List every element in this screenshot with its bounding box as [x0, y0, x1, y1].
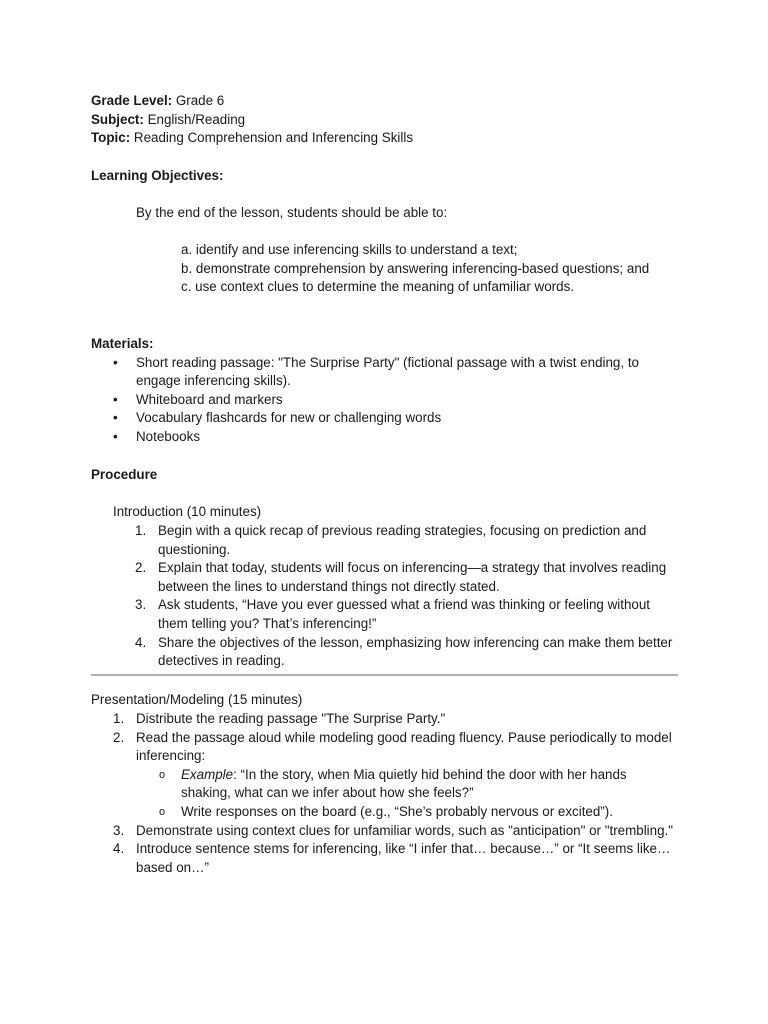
bullet-icon: •	[113, 391, 118, 407]
materials-item-text: Vocabulary flashcards for new or challenging words	[136, 410, 442, 426]
list-item	[91, 822, 678, 841]
example-text: : “In the story, when Mia quietly hid behind the door with her hands shaking, what can we infer about how she feels?”	[181, 766, 627, 801]
bullet-icon: •	[113, 428, 118, 444]
list-item	[113, 559, 678, 596]
step-text: Explain that today, students will focus on inferencing—a strategy that involves reading between the lines to understand things not directly stated.	[158, 560, 667, 594]
objectives-heading	[91, 167, 688, 186]
sub-list-item	[136, 803, 678, 822]
introduction-title: Introduction (10 minutes)	[113, 504, 262, 519]
circle-bullet-icon: o	[159, 805, 166, 818]
topic-line	[91, 129, 688, 148]
objective-item: c. use context clues to determine the meaning of unfamiliar words.	[181, 279, 574, 295]
step-number: 4.	[113, 841, 125, 857]
circle-bullet-icon: o	[159, 768, 166, 781]
materials-section	[91, 335, 691, 447]
materials-item-text: Notebooks	[136, 428, 201, 444]
step-text: Read the passage aloud while modeling good reading fluency. Pause periodically to model inferencing:	[136, 729, 672, 764]
lesson-header	[91, 92, 688, 148]
grade-level-value: Grade 6	[175, 93, 225, 108]
materials-item	[91, 391, 691, 410]
subject-label: Subject:	[91, 111, 144, 127]
step-text: Demonstrate using context clues for unfamiliar words, such as "anticipation" or "trembling."	[136, 822, 674, 838]
subject-value: English/Reading	[147, 111, 246, 127]
list-item	[113, 634, 678, 671]
step-text: Introduce sentence stems for inferencing, like “I infer that… because…” or “It seems like… based on…”	[136, 841, 671, 875]
materials-item	[91, 409, 691, 428]
step-text: Ask students, “Have you ever guessed what a friend was thinking or feeling without them telling you? That’s inferencing!”	[158, 597, 651, 631]
materials-item-text: Whiteboard and markers	[136, 391, 283, 407]
presentation-steps	[91, 710, 678, 877]
grade-level-line	[91, 92, 688, 111]
list-item	[91, 840, 678, 877]
materials-item	[91, 354, 691, 391]
list-item	[113, 596, 678, 633]
list-item	[91, 710, 678, 729]
procedure-heading-text: Procedure	[91, 467, 158, 482]
objective-item: b. demonstrate comprehension by answering inferencing-based questions; and	[181, 260, 650, 276]
list-item	[91, 729, 678, 766]
step-number: 2.	[113, 729, 125, 745]
topic-label: Topic:	[91, 130, 131, 146]
introduction-steps	[113, 522, 678, 671]
step-number: 4.	[135, 634, 147, 650]
sub-item-text: Write responses on the board (e.g., “She’s probably nervous or excited”).	[181, 803, 613, 819]
step-number: 3.	[113, 822, 125, 838]
materials-item	[91, 428, 691, 447]
step-number: 1.	[113, 711, 125, 726]
objective-item: a. identify and use inferencing skills to understand a text;	[181, 242, 518, 257]
step-number: 3.	[135, 597, 147, 613]
procedure-heading	[91, 466, 688, 485]
topic-value: Reading Comprehension and Inferencing Skills	[133, 130, 414, 146]
objectives-heading-text: Learning Objectives:	[91, 168, 224, 183]
step-number: 1.	[135, 523, 147, 538]
sub-list-item	[136, 766, 651, 803]
step-text: Begin with a quick recap of previous reading strategies, focusing on prediction and questioning.	[158, 523, 647, 557]
grade-level-label: Grade Level:	[91, 93, 173, 108]
section-divider	[91, 674, 678, 676]
bullet-icon: •	[113, 354, 118, 370]
step-text: Share the objectives of the lesson, emphasizing how inferencing can make them better detectives in reading.	[158, 634, 673, 669]
example-label: Example	[181, 766, 234, 782]
step-number: 2.	[135, 560, 147, 576]
bullet-icon: •	[113, 410, 118, 426]
list-item	[113, 522, 678, 559]
subject-line	[91, 111, 688, 130]
objectives-intro: By the end of the lesson, students should be able to:	[136, 205, 448, 220]
materials-item-text: Short reading passage: "The Surprise Party" (fictional passage with a twist ending, to engage inferencing skills).	[136, 354, 639, 389]
presentation-title: Presentation/Modeling (15 minutes)	[91, 692, 303, 707]
objectives-list	[181, 241, 649, 297]
materials-heading: Materials:	[91, 336, 154, 351]
step-text: Distribute the reading passage "The Surprise Party."	[136, 711, 446, 726]
